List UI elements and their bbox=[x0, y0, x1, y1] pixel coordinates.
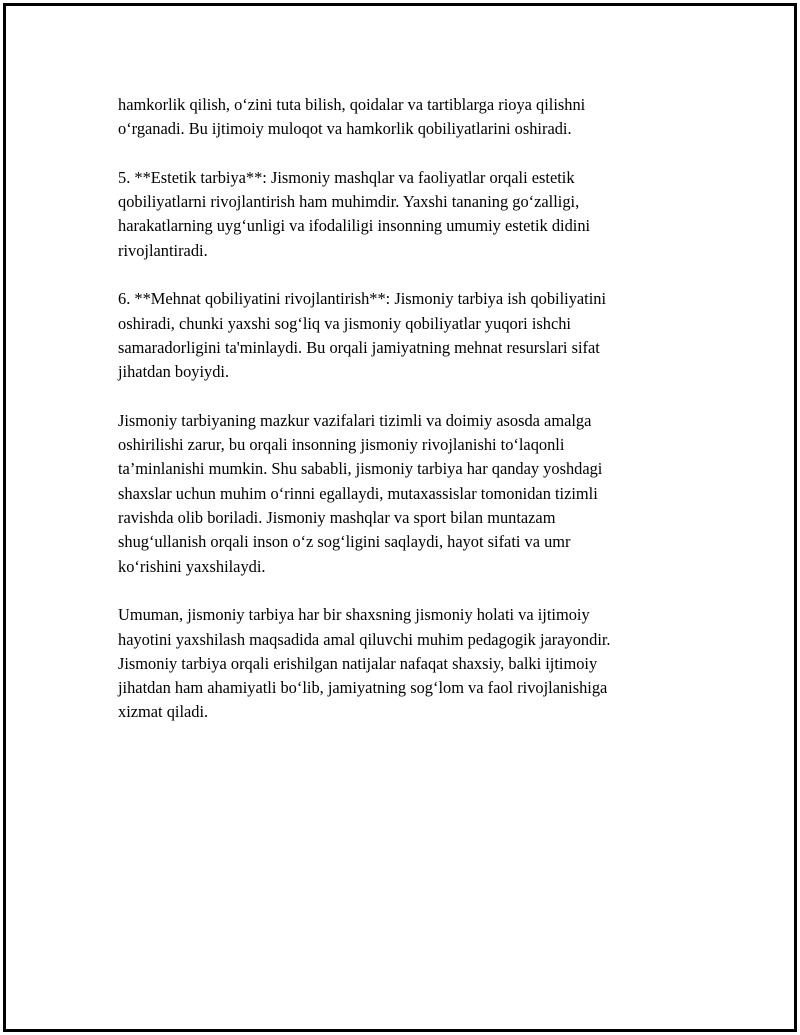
text-line: xizmat qiladi. bbox=[118, 702, 209, 722]
text-line: rivojlantiradi. bbox=[118, 240, 208, 260]
text-line: shug‘ullanish orqali inson o‘z sog‘ligini saqlaydi, hayot sifati va umr bbox=[118, 532, 571, 552]
text-line: harakatlarning uyg‘unligi va ifodaliligi insonning umumiy estetik didini bbox=[118, 216, 591, 236]
text-line: shaxslar uchun muhim o‘rinni egallaydi, mutaxassislar tomonidan tizimli bbox=[118, 483, 598, 503]
text-line: ta’minlanishi mumkin. Shu sababli, jismoniy tarbiya har qanday yoshdagi bbox=[118, 459, 603, 479]
text-line: Umuman, jismoniy tarbiya har bir shaxsning jismoniy holati va ijtimoiy bbox=[118, 605, 590, 625]
paragraph-social-cooperation bbox=[118, 93, 698, 142]
text-line: qobiliyatlarni rivojlantirish ham muhimdir. Yaxshi tananing go‘zalligi, bbox=[118, 192, 580, 212]
text-line: 6. **Mehnat qobiliyatini rivojlantirish**: Jismoniy tarbiya ish qobiliyatini bbox=[118, 289, 607, 309]
text-line: 5. **Estetik tarbiya**: Jismoniy mashqlar va faoliyatlar orqali estetik bbox=[118, 167, 575, 187]
paragraph-work-capacity bbox=[118, 287, 698, 384]
text-line: Jismoniy tarbiya orqali erishilgan natijalar nafaqat shaxsiy, balki ijtimoiy bbox=[118, 653, 598, 673]
paragraph-aesthetic-education bbox=[118, 166, 698, 263]
text-line: hamkorlik qilish, o‘zini tuta bilish, qoidalar va tartiblarga rioya qilishni bbox=[118, 95, 586, 114]
text-line: samaradorligini ta'minlaydi. Bu orqali jamiyatning mehnat resurslari sifat bbox=[118, 337, 600, 357]
text-line: o‘rganadi. Bu ijtimoiy muloqot va hamkorlik qobiliyatlarini oshiradi. bbox=[118, 119, 572, 139]
text-line: jihatdan boyiydi. bbox=[118, 362, 230, 382]
text-line: ko‘rishini yaxshilaydi. bbox=[118, 556, 266, 576]
paragraph-conclusion bbox=[118, 603, 698, 724]
text-line: hayotini yaxshilash maqsadida amal qiluvchi muhim pedagogik jarayondir. bbox=[118, 629, 611, 649]
text-line: jihatdan ham ahamiyatli bo‘lib, jamiyatning sog‘lom va faol rivojlanishiga bbox=[118, 678, 608, 698]
document-body bbox=[118, 93, 698, 749]
text-line: ravishda olib boriladi. Jismoniy mashqlar va sport bilan muntazam bbox=[118, 508, 556, 528]
paragraph-systematic-tasks bbox=[118, 409, 698, 579]
text-line: oshiradi, chunki yaxshi sog‘liq va jismoniy qobiliyatlar yuqori ishchi bbox=[118, 313, 571, 333]
text-line: Jismoniy tarbiyaning mazkur vazifalari tizimli va doimiy asosda amalga bbox=[118, 410, 592, 430]
text-line: oshirilishi zarur, bu orqali insonning jismoniy rivojlanishi to‘laqonli bbox=[118, 435, 565, 455]
